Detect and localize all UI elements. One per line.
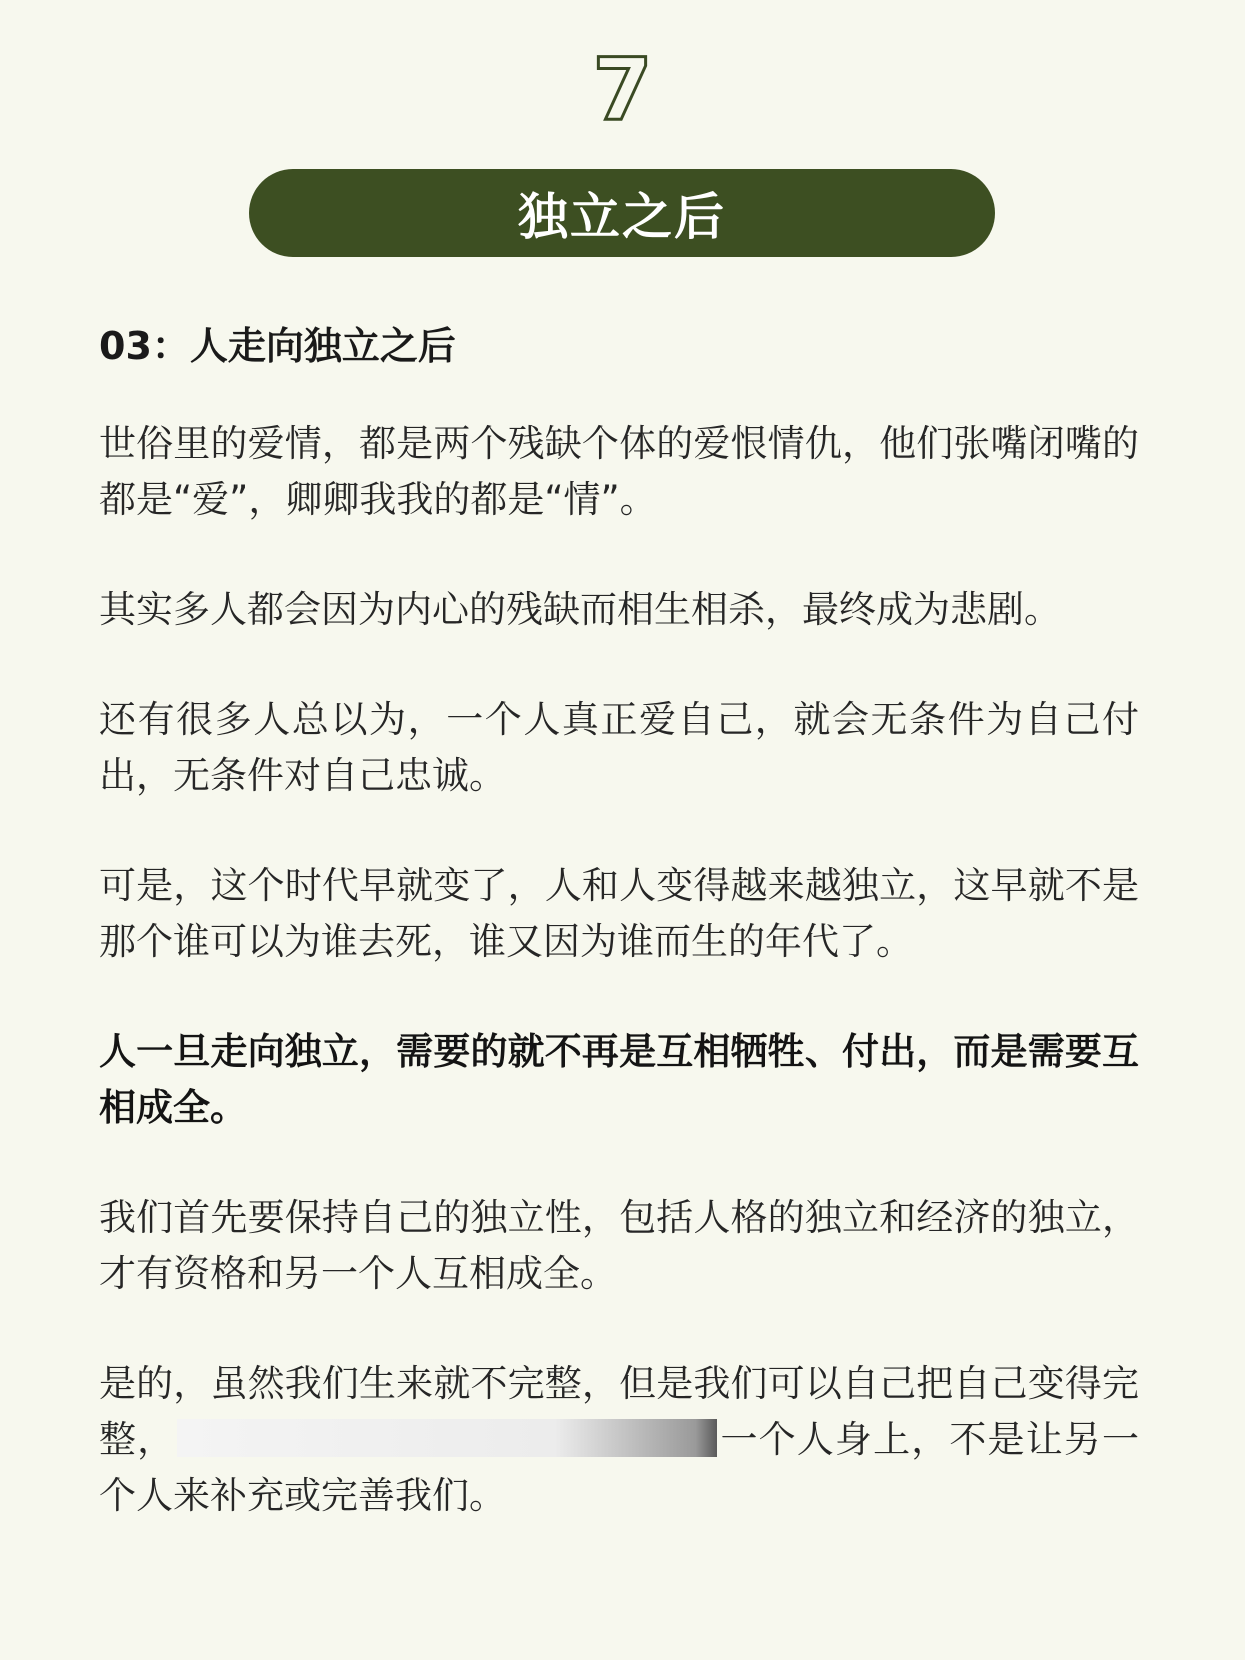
paragraph-3: 还有很多人总以为，一个人真正爱自己，就会无条件为自己付出，无条件对自己忠诚。 (99, 698, 1139, 797)
redacted-text-bar (177, 1419, 717, 1457)
article-body (99, 316, 1139, 1578)
page-number: 7 (592, 40, 653, 140)
paragraph-7 (99, 1356, 1139, 1524)
paragraph-6: 我们首先要保持自己的独立性，包括人格的独立和经济的独立，才有资格和另一个人互相成全。 (99, 1196, 1139, 1295)
title-banner (249, 169, 995, 257)
paragraph-7-part-2: 一个人身上，不是让另一个人来补充或完善我们。 (99, 1418, 1140, 1517)
paragraph-5-emphasis: 人一旦走向独立，需要的就不再是互相牺牲、付出，而是需要互相成全。 (99, 1030, 1139, 1129)
page-title: 独立之后 (518, 188, 726, 246)
paragraph-4: 可是，这个时代早就变了，人和人变得越来越独立，这早就不是那个谁可以为谁去死，谁又因为谁而生的年代了。 (99, 864, 1139, 963)
section-heading: 03：人走向独立之后 (99, 324, 456, 368)
paragraph-1: 世俗里的爱情，都是两个残缺个体的爱恨情仇，他们张嘴闭嘴的都是“爱”，卿卿我我的都是“情”。 (99, 422, 1139, 521)
paragraph-2: 其实多人都会因为内心的残缺而相生相杀，最终成为悲剧。 (99, 588, 1061, 631)
paragraph-7-part-1: 是的，虽然我们生来就不完整，但是我们可以自己把自己变得完整， (99, 1362, 1139, 1461)
